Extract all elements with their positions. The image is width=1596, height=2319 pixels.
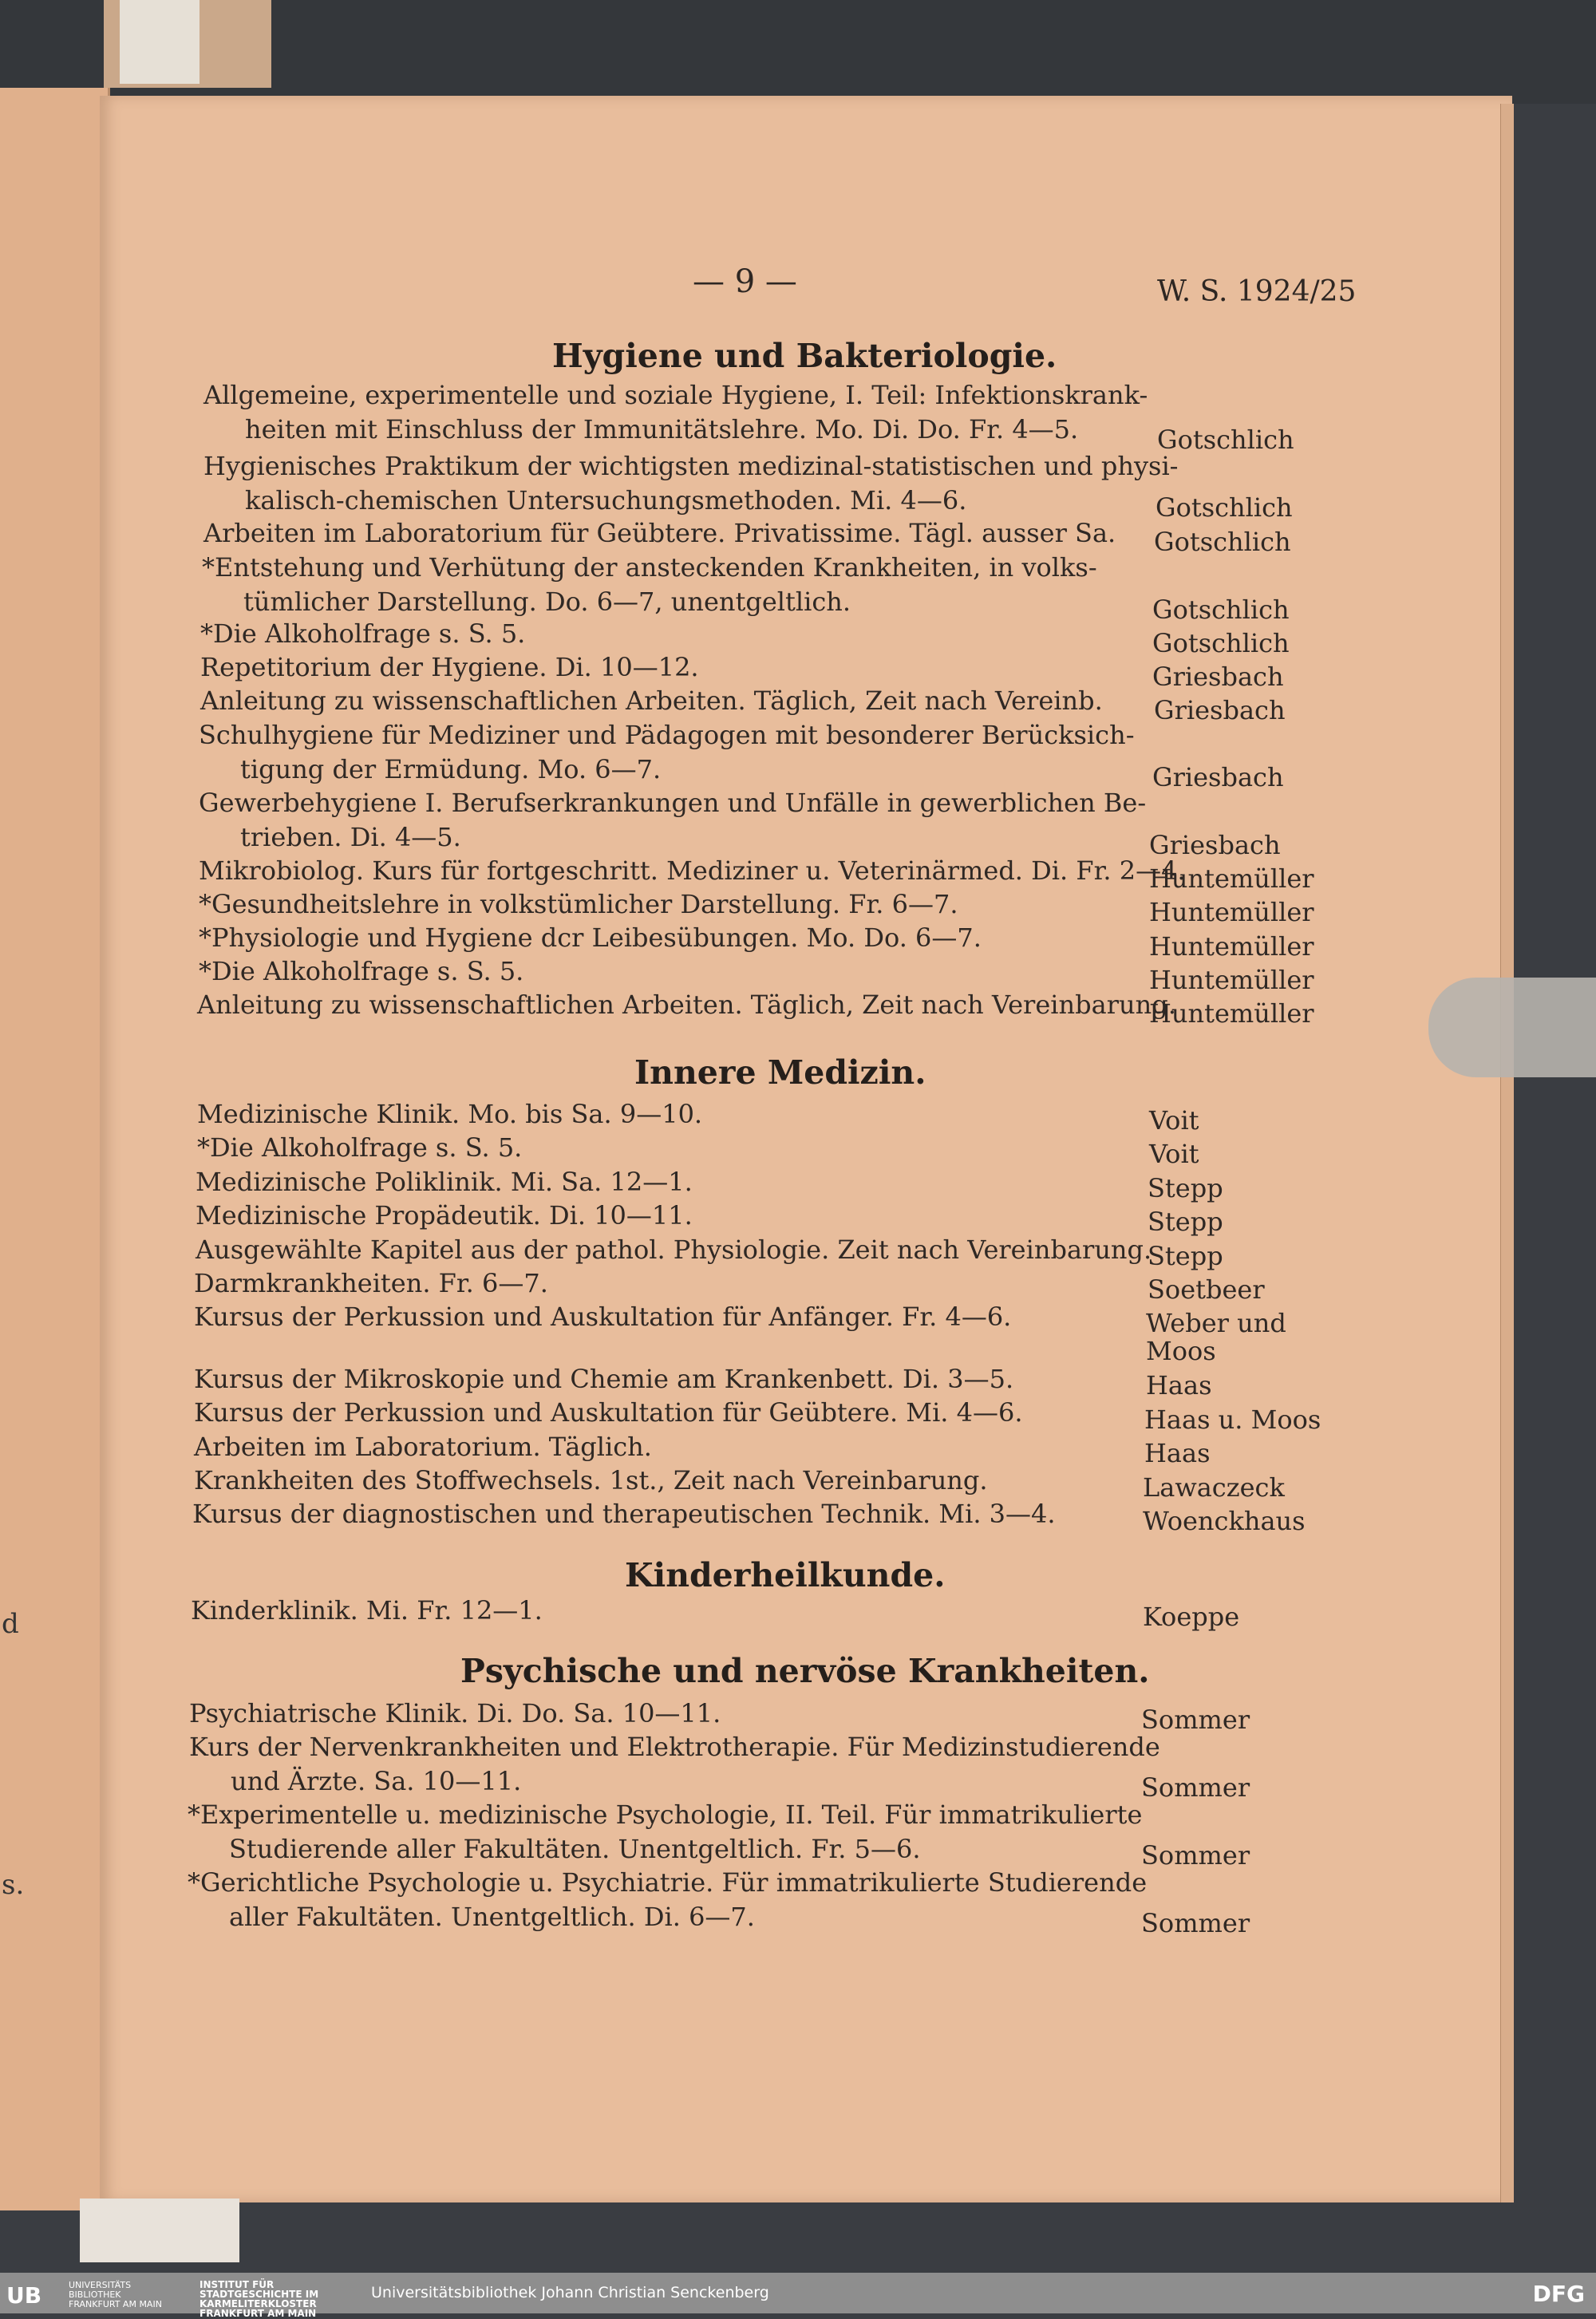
page-clip — [1428, 978, 1596, 1077]
lecturer: Gotschlich — [1152, 628, 1290, 658]
lecturer: Sommer — [1141, 1840, 1250, 1871]
footer-bar — [0, 2273, 1596, 2319]
page-number: — 9 — — [693, 263, 797, 300]
course-title: *Die Alkoholfrage s. S. 5. — [199, 956, 524, 986]
course-title: *Die Alkoholfrage s. S. 5. — [197, 1132, 523, 1163]
course-entry — [194, 1396, 1023, 1430]
lecturer: Huntemüller — [1149, 965, 1314, 995]
course-title: Repetitorium der Hygiene. Di. 10—12. — [200, 652, 699, 682]
course-title: Krankheiten des Stoffwechsels. 1st., Zeit nach Vereinbarung. — [194, 1465, 988, 1495]
lecturer: Huntemüller — [1149, 931, 1314, 962]
lecturer: Haas — [1146, 1370, 1212, 1400]
course-title: *Entstehung und Verhütung der ansteckenden Krankheiten, in volks- — [202, 552, 1097, 583]
lecturer: Soetbeer — [1148, 1274, 1265, 1305]
course-entry — [188, 1866, 1147, 1934]
course-entry — [203, 378, 1148, 447]
course-entry — [196, 1199, 693, 1233]
course-entry — [203, 449, 1178, 518]
course-title: Kursus der Perkussion und Auskultation für Geübtere. Mi. 4—6. — [194, 1397, 1023, 1428]
lecturer: Haas u. Moos — [1144, 1404, 1321, 1435]
lecturer: Gotschlich — [1157, 425, 1294, 455]
course-entry — [199, 887, 958, 922]
course-entry — [189, 1697, 721, 1731]
lecturer: Gotschlich — [1152, 595, 1290, 625]
lecturer: Moos — [1146, 1336, 1216, 1366]
course-title: Kinderklinik. Mi. Fr. 12—1. — [191, 1595, 543, 1626]
course-details: aller Fakultäten. Unentgeltlich. Di. 6—7. — [229, 1902, 755, 1932]
section-title: Hygiene und Bakteriologie. — [552, 337, 1057, 375]
course-title: Medizinische Klinik. Mo. bis Sa. 9—10. — [197, 1099, 703, 1129]
lecturer: Huntemüller — [1149, 863, 1314, 894]
course-title: Mikrobiolog. Kurs für fortgeschritt. Mediziner u. Veterinärmed. Di. Fr. 2—4. — [199, 855, 1186, 886]
course-details: kalisch-chemischen Untersuchungsmethoden. Mi. 4—6. — [245, 485, 967, 516]
lecturer: Gotschlich — [1154, 527, 1291, 557]
section-title: Kinderheilkunde. — [625, 1556, 946, 1594]
ub-logo[interactable]: UB — [6, 2282, 42, 2309]
lecturer: Huntemüller — [1149, 897, 1314, 927]
course-entry — [194, 1464, 988, 1498]
course-title: Arbeiten im Laboratorium. Täglich. — [194, 1432, 652, 1462]
course-entry — [202, 551, 1097, 619]
lecturer: Griesbach — [1154, 695, 1286, 725]
course-entry — [203, 516, 1116, 551]
lecturer: Sommer — [1141, 1705, 1250, 1735]
section-title: Psychische und nervöse Krankheiten. — [460, 1652, 1150, 1690]
course-title: Psychiatrische Klinik. Di. Do. Sa. 10—11. — [189, 1698, 721, 1728]
library-name: Universitätsbibliothek Johann Christian Senckenberg — [371, 2284, 769, 2301]
course-title: Arbeiten im Laboratorium für Geübtere. Privatissime. Tägl. ausser Sa. — [203, 518, 1116, 548]
lecturer: Koeppe — [1143, 1602, 1240, 1632]
course-title: Hygienisches Praktikum der wichtigsten medizinal-statistischen und physi- — [203, 451, 1179, 481]
course-entry — [200, 617, 525, 651]
course-entry — [197, 988, 1176, 1022]
course-title: Darmkrankheiten. Fr. 6—7. — [194, 1268, 548, 1298]
course-entry — [200, 650, 699, 685]
course-entry — [196, 1165, 693, 1199]
course-title: *Gerichtliche Psychologie u. Psychiatrie. Für immatrikulierte Studierende — [188, 1867, 1148, 1898]
course-entry — [197, 1131, 522, 1165]
course-details: tigung der Ermüdung. Mo. 6—7. — [240, 754, 662, 784]
lecturer: Stepp — [1148, 1207, 1223, 1237]
lecturer: Haas — [1144, 1438, 1211, 1468]
course-entry — [188, 1798, 1142, 1867]
semester-label: W. S. 1924/25 — [1157, 275, 1357, 308]
course-title: Kurs der Nervenkrankheiten und Elektrotherapie. Für Medizinstudierende — [189, 1732, 1160, 1762]
lecturer: Sommer — [1141, 1772, 1250, 1803]
binding-paper — [120, 0, 200, 84]
lecturer: Voit — [1149, 1139, 1199, 1169]
course-title: Kursus der diagnostischen und therapeutischen Technik. Mi. 3—4. — [192, 1499, 1056, 1529]
binding-paper-bottom — [80, 2199, 239, 2262]
course-title: *Experimentelle u. medizinische Psychologie, II. Teil. Für immatrikulierte — [188, 1799, 1143, 1830]
course-title: Medizinische Poliklinik. Mi. Sa. 12—1. — [196, 1167, 693, 1197]
lecturer: Woenckhaus — [1143, 1506, 1306, 1536]
course-title: Allgemeine, experimentelle und soziale Hygiene, I. Teil: Infektionskrank- — [203, 380, 1148, 410]
course-entry — [191, 1594, 543, 1628]
lecturer: Weber und — [1146, 1308, 1286, 1338]
course-entry — [199, 921, 982, 955]
lecturer: Gotschlich — [1156, 492, 1293, 523]
lecturer: Lawaczeck — [1143, 1472, 1285, 1503]
course-title: *Gesundheitslehre in volkstümlicher Darstellung. Fr. 6—7. — [199, 889, 958, 919]
course-title: Anleitung zu wissenschaftlichen Arbeiten. Täglich, Zeit nach Vereinb. — [200, 685, 1103, 716]
lecturer: Huntemüller — [1149, 998, 1314, 1029]
course-title: Kursus der Perkussion und Auskultation für Anfänger. Fr. 4—6. — [194, 1302, 1012, 1332]
course-title: Medizinische Propädeutik. Di. 10—11. — [196, 1200, 693, 1231]
left-page-fragment: s. — [2, 1869, 25, 1901]
dfg-logo[interactable]: DFG — [1532, 2281, 1585, 2307]
course-entry — [189, 1730, 1160, 1799]
course-entry — [199, 718, 1135, 787]
course-entry — [194, 1430, 652, 1464]
lecturer: Sommer — [1141, 1908, 1250, 1938]
course-title: Anleitung zu wissenschaftlichen Arbeiten. Täglich, Zeit nach Vereinbarung. — [197, 990, 1176, 1020]
course-title: *Die Alkoholfrage s. S. 5. — [200, 618, 526, 649]
course-entry — [199, 854, 1186, 888]
lecturer: Griesbach — [1152, 662, 1284, 692]
course-entry — [194, 1266, 548, 1301]
lecturer: Voit — [1149, 1105, 1199, 1136]
course-details: und Ärzte. Sa. 10—11. — [231, 1766, 522, 1796]
course-title: Schulhygiene für Mediziner und Pädagogen mit besonderer Berücksich- — [199, 720, 1135, 750]
course-title: *Physiologie und Hygiene dcr Leibesübungen. Mo. Do. 6—7. — [199, 922, 982, 953]
section-title: Innere Medizin. — [634, 1053, 926, 1092]
course-title: Ausgewählte Kapitel aus der pathol. Physiologie. Zeit nach Vereinbarung. — [196, 1235, 1152, 1265]
lecturer: Griesbach — [1149, 830, 1281, 860]
ub-logo-text: UNIVERSITÄTS BIBLIOTHEK FRANKFURT AM MAIN — [69, 2280, 162, 2309]
course-entry — [196, 1233, 1152, 1267]
course-entry — [194, 1362, 1013, 1397]
course-entry — [197, 1097, 702, 1132]
course-details: tümlicher Darstellung. Do. 6—7, unentgeltlich. — [243, 587, 851, 617]
course-title: Kursus der Mikroskopie und Chemie am Krankenbett. Di. 3—5. — [194, 1364, 1014, 1394]
lecturer: Griesbach — [1152, 762, 1284, 792]
course-details: trieben. Di. 4—5. — [240, 822, 461, 852]
course-entry — [194, 1300, 1011, 1334]
course-entry — [200, 684, 1103, 718]
course-entry — [199, 786, 1146, 855]
course-title: Gewerbehygiene I. Berufserkrankungen und Unfälle in gewerblichen Be- — [199, 788, 1147, 818]
lecturer: Stepp — [1148, 1241, 1223, 1271]
institute-logo[interactable]: INSTITUT FÜR STADTGESCHICHTE IM KARMELITERKLOSTER FRANKFURT AM MAIN — [200, 2279, 319, 2319]
lecturer: Stepp — [1148, 1173, 1223, 1203]
course-entry — [192, 1497, 1056, 1531]
course-entry — [199, 954, 523, 989]
course-details: Studierende aller Fakultäten. Unentgeltlich. Fr. 5—6. — [229, 1834, 921, 1864]
left-page-fragment: d — [2, 1608, 19, 1640]
course-details: heiten mit Einschluss der Immunitätslehre. Mo. Di. Do. Fr. 4—5. — [245, 414, 1079, 444]
page-edge — [1500, 104, 1514, 2202]
left-page — [0, 88, 110, 2210]
